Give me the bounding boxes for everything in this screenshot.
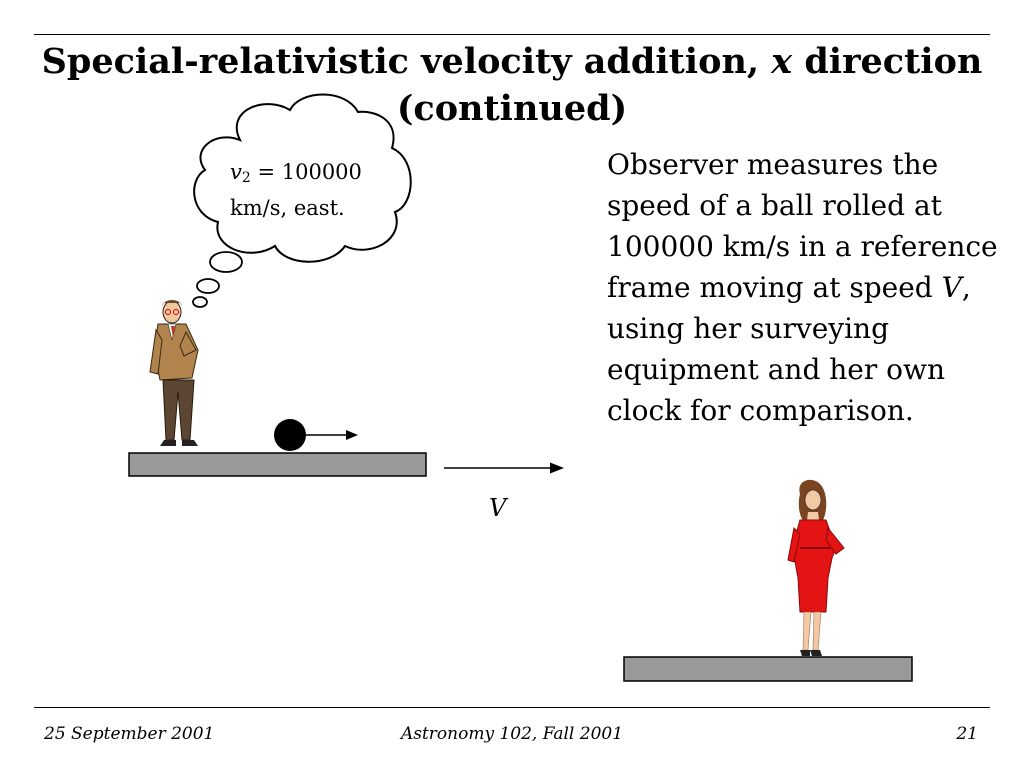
title-variable: x — [771, 41, 793, 82]
title-text-part1: Special-relativistic velocity addition, — [41, 41, 772, 82]
ball — [274, 419, 306, 451]
body-variable: V — [941, 271, 962, 304]
man-figure — [150, 300, 198, 446]
woman-observer-figure — [788, 480, 844, 656]
bubble-subscript: 2 — [241, 170, 251, 186]
body-text-part1: Observer measures the speed of a ball rolled at 100000 km/s in a reference frame moving at speed — [607, 148, 998, 304]
thought-dot-medium — [197, 279, 219, 293]
title-text-part2: direction — [792, 41, 983, 82]
bottom-rule — [34, 707, 990, 708]
body-paragraph — [607, 144, 1007, 431]
title-line2: (continued) — [396, 88, 628, 129]
thought-dot-large — [210, 252, 242, 272]
footer-page-number: 21 — [956, 724, 978, 744]
bubble-variable: v — [230, 160, 242, 184]
frame-velocity-arrow — [444, 463, 564, 474]
thought-bubble-text — [230, 157, 390, 223]
bubble-line2: km/s, east. — [230, 196, 345, 220]
ball-velocity-arrow — [306, 430, 358, 440]
thought-dot-small — [193, 297, 207, 307]
footer-date: 25 September 2001 — [44, 724, 215, 744]
observer-platform — [624, 657, 912, 681]
bubble-line1: = 100000 — [250, 160, 362, 184]
frame-velocity-label: V — [489, 494, 507, 522]
footer-course: Astronomy 102, Fall 2001 — [400, 724, 624, 744]
body-text-part2: , using her surveying equipment and her own clock for comparison. — [607, 271, 971, 427]
moving-platform — [129, 453, 426, 476]
